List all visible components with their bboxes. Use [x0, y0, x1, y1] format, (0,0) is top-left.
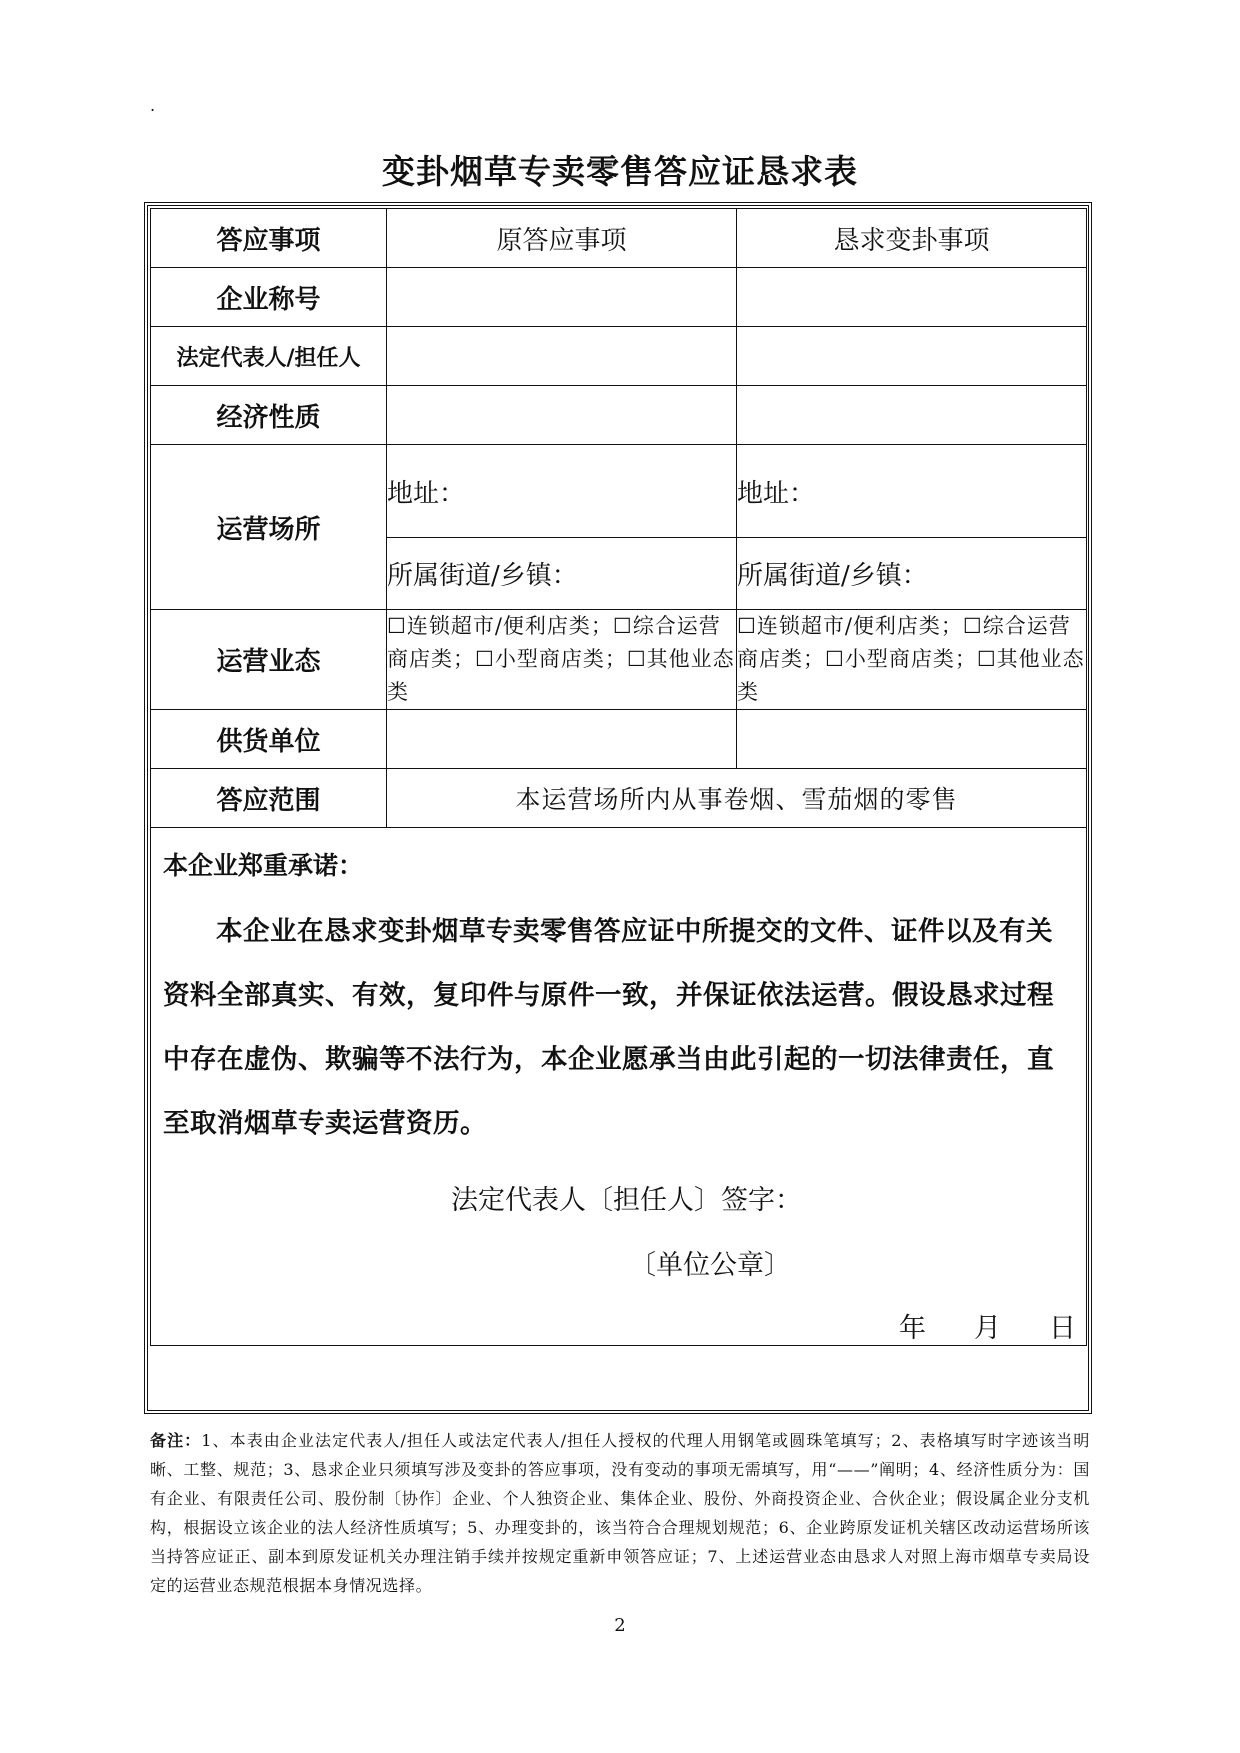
company-name-requested-field[interactable]	[737, 268, 1087, 327]
header-item-label: 答应事项	[151, 209, 387, 268]
original-street-field[interactable]	[387, 538, 737, 610]
supplier-requested-field[interactable]	[737, 710, 1087, 769]
form-title: 变卦烟草专卖零售答应证恳求表	[382, 152, 858, 191]
scope-value: 本运营场所内从事卷烟、雪茄烟的零售	[387, 769, 1087, 828]
supplier-original-field[interactable]	[387, 710, 737, 769]
company-name-row	[151, 268, 1087, 327]
economic-nature-label: 经济性质	[151, 386, 387, 445]
requested-address-label: 地址：	[737, 478, 816, 509]
page-dot: .	[150, 96, 156, 115]
supplier-row	[151, 710, 1087, 769]
company-seal-label: 〔单位公章〕	[629, 1250, 791, 1281]
pledge-body: 本企业在恳求变卦烟草专卖零售答应证中所提交的文件、证件以及有关资料全部真实、有效，复印件与原件一致，并保证依法运营。假设恳求过程中存在虚伪、欺骗等不法行为，本企业愿承当由此引起的一切法律责任，直至取消烟草专卖运营资历。	[163, 916, 1054, 1139]
original-format-options[interactable]: ☐连锁超市/便利店类；☐综合运营商店类；☐小型商店类；☐其他业态类	[387, 610, 737, 710]
requested-street-label: 所属街道/乡镇：	[737, 561, 928, 591]
premises-address-row	[151, 445, 1087, 538]
business-premises-label: 运营场所	[151, 445, 387, 610]
permit-change-form	[150, 208, 1087, 1346]
economic-nature-row	[151, 386, 1087, 445]
requested-address-field[interactable]	[737, 445, 1087, 538]
original-address-label: 地址：	[387, 478, 466, 509]
notes-text: 1、本表由企业法定代表人/担任人或法定代表人/担任人授权的代理人用钢笔或圆珠笔填写；2、表格填写时字迹该当明晰、工整、规范；3、恳求企业只须填写涉及变卦的答应事项，没有变动的事项无需填写，用“——”阐明；4、经济性质分为：国有企业、有限责任公司、股份制〔协作〕企业、个人独资企业、集体企业、股份、外商投资企业、合伙企业；假设属企业分支机构，根据设立该企业的法人经济性质填写；5、办理变卦的，该当符合合理规划规范；6、企业跨原发证机关辖区改动运营场所该当持答应证正、副本到原发证机关办理注销手续并按规定重新申领答应证；7、上述运营业态由恳求人对照上海市烟草专卖局设定的运营业态规范根据本身情况选择。	[150, 1431, 1090, 1595]
company-name-label: 企业称号	[151, 268, 387, 327]
legal-rep-row	[151, 327, 1087, 386]
date-year: 年	[899, 1313, 926, 1344]
original-address-field[interactable]	[387, 445, 737, 538]
pledge-section	[151, 828, 1087, 1346]
signature-line[interactable]: 法定代表人〔担任人〕签字：	[451, 1185, 802, 1216]
pledge-heading: 本企业郑重承诺：	[163, 851, 364, 880]
legal-rep-requested-field[interactable]	[737, 327, 1087, 386]
notes-label: 备注：	[150, 1431, 202, 1450]
page-number: 2	[614, 1615, 626, 1636]
scope-row	[151, 769, 1087, 828]
business-format-label: 运营业态	[151, 610, 387, 710]
footnotes	[150, 1426, 1090, 1600]
date-line[interactable]	[151, 1306, 1086, 1345]
economic-nature-requested-field[interactable]	[737, 386, 1087, 445]
requested-format-options[interactable]: ☐连锁超市/便利店类；☐综合运营商店类；☐小型商店类；☐其他业态类	[737, 610, 1087, 710]
date-month: 月	[974, 1313, 1001, 1344]
date-day: 日	[1049, 1313, 1076, 1344]
legal-rep-original-field[interactable]	[387, 327, 737, 386]
pledge-row	[151, 828, 1087, 1346]
scope-label: 答应范围	[151, 769, 387, 828]
economic-nature-original-field[interactable]	[387, 386, 737, 445]
requested-street-field[interactable]	[737, 538, 1087, 610]
original-street-label: 所属街道/乡镇：	[387, 561, 578, 591]
company-name-original-field[interactable]	[387, 268, 737, 327]
header-requested-label: 恳求变卦事项	[737, 209, 1087, 268]
supplier-label: 供货单位	[151, 710, 387, 769]
legal-rep-label: 法定代表人/担任人	[151, 327, 387, 386]
header-original-label: 原答应事项	[387, 209, 737, 268]
header-row	[151, 209, 1087, 268]
business-format-row	[151, 610, 1087, 710]
